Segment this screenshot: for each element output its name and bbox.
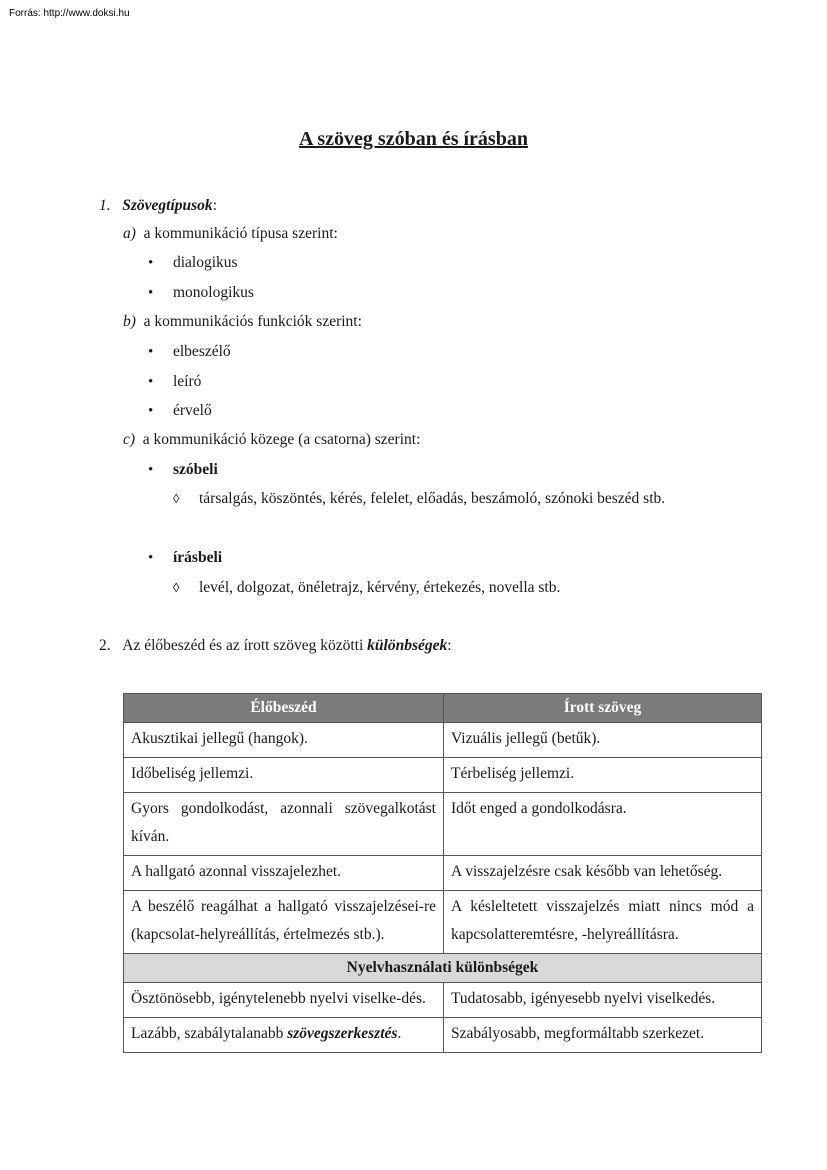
cell-text-end: . bbox=[397, 1025, 402, 1042]
subsection-c bbox=[123, 430, 420, 450]
table-section-label: Nyelvhasználati különbségek bbox=[124, 954, 762, 983]
list-item: leíró bbox=[173, 373, 202, 390]
bullet-icon: • bbox=[148, 462, 154, 478]
bullet-icon: • bbox=[148, 374, 154, 390]
cell-text: Lazább, szabálytalanabb bbox=[131, 1025, 288, 1042]
table-cell: Vizuális jellegű (betűk). bbox=[444, 723, 762, 758]
table-cell: Térbeliség jellemzi. bbox=[444, 758, 762, 793]
table-header-row bbox=[124, 694, 762, 723]
table-cell: Ösztönösebb, igénytelenebb nyelvi viselke-dés. bbox=[124, 983, 444, 1018]
list-item: elbeszélő bbox=[173, 343, 231, 360]
section-2-heading bbox=[99, 636, 452, 656]
diamond-bullet-icon: ◊ bbox=[173, 580, 180, 595]
table-cell: A beszélő reagálhat a hallgató visszajelzései-re (kapcsolat-helyreállítás, értelmezés stb.). bbox=[124, 891, 444, 954]
bullet-icon: • bbox=[148, 344, 154, 360]
list-item: dialogikus bbox=[173, 254, 238, 271]
subsection-b-text: a kommunikációs funkciók szerint: bbox=[143, 313, 362, 330]
list-item: érvelő bbox=[173, 402, 212, 419]
subsection-b-marker: b) bbox=[123, 313, 136, 330]
subsection-c-text: a kommunikáció közege (a csatorna) szerint: bbox=[142, 431, 421, 448]
list-item: monologikus bbox=[173, 284, 254, 301]
subsection-a-marker: a) bbox=[123, 225, 136, 242]
table-cell: Tudatosabb, igényesebb nyelvi viselkedés. bbox=[444, 983, 762, 1018]
section-1-number: 1. bbox=[99, 197, 111, 214]
table-cell: Szabályosabb, megformáltabb szerkezet. bbox=[444, 1018, 762, 1053]
table-cell: A visszajelzésre csak később van lehetőség. bbox=[444, 856, 762, 891]
section-1-title: Szövegtípusok bbox=[122, 197, 213, 214]
subsection-a-text: a kommunikáció típusa szerint: bbox=[143, 225, 338, 242]
written-examples: levél, dolgozat, önéletrajz, kérvény, értekezés, novella stb. bbox=[199, 579, 561, 596]
section-2-number: 2. bbox=[99, 637, 111, 654]
table-row bbox=[124, 793, 762, 856]
table-cell: A hallgató azonnal visszajelezhet. bbox=[124, 856, 444, 891]
bullet-icon: • bbox=[148, 550, 154, 566]
table-section-row bbox=[124, 954, 762, 983]
diamond-bullet-icon: ◊ bbox=[173, 491, 180, 506]
cell-emphasis: szövegszerkesztés bbox=[287, 1025, 398, 1042]
table-cell: Időt enged a gondolkodásra. bbox=[444, 793, 762, 856]
subsection-c-marker: c) bbox=[123, 431, 136, 448]
section-2-emphasis: különbségek bbox=[367, 637, 448, 654]
table-cell bbox=[124, 1018, 444, 1053]
section-1-colon: : bbox=[212, 197, 217, 214]
column-header-speech: Élőbeszéd bbox=[124, 694, 444, 723]
bullet-icon: • bbox=[148, 255, 154, 271]
section-1-heading bbox=[99, 196, 217, 216]
bullet-icon: • bbox=[148, 285, 154, 301]
table-cell: A késleltetett visszajelzés miatt nincs mód a kapcsolatteremtésre, -helyreállításra. bbox=[444, 891, 762, 954]
table-row bbox=[124, 723, 762, 758]
table-row bbox=[124, 891, 762, 954]
table-cell: Időbeliség jellemzi. bbox=[124, 758, 444, 793]
table-row bbox=[124, 758, 762, 793]
list-item-oral: szóbeli bbox=[173, 461, 218, 478]
comparison-table bbox=[123, 693, 762, 1053]
section-2-text: Az élőbeszéd és az írott szöveg közötti bbox=[122, 637, 368, 654]
table-cell: Akusztikai jellegű (hangok). bbox=[124, 723, 444, 758]
oral-examples: társalgás, köszöntés, kérés, felelet, előadás, beszámoló, szónoki beszéd stb. bbox=[199, 490, 666, 507]
list-item-written: írásbeli bbox=[173, 549, 223, 566]
table-row bbox=[124, 983, 762, 1018]
subsection-b bbox=[123, 312, 362, 332]
column-header-written: Írott szöveg bbox=[444, 694, 762, 723]
table-row bbox=[124, 856, 762, 891]
subsection-a bbox=[123, 224, 338, 244]
table-cell: Gyors gondolkodást, azonnali szövegalkotást kíván. bbox=[124, 793, 444, 856]
source-note: Forrás: http://www.doksi.hu bbox=[9, 8, 130, 19]
page-title: A szöveg szóban és írásban bbox=[299, 128, 528, 150]
section-2-colon: : bbox=[447, 637, 452, 654]
bullet-icon: • bbox=[148, 403, 154, 419]
table-row bbox=[124, 1018, 762, 1053]
